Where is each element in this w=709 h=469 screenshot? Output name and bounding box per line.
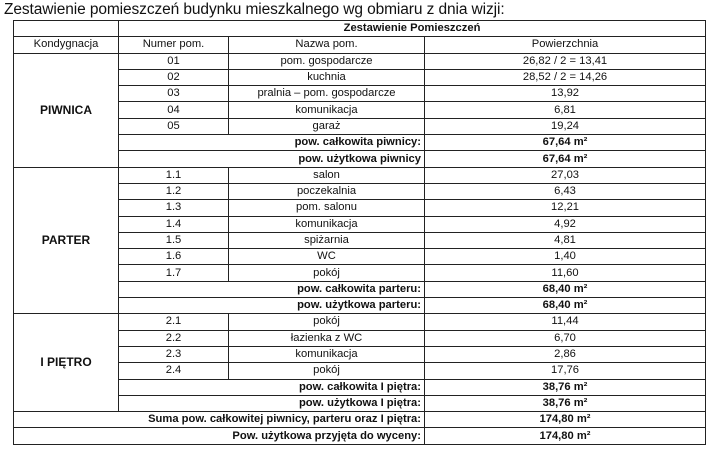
room-name: WC (229, 249, 425, 265)
room-area: 6,70 (425, 330, 706, 346)
room-number: 1.6 (119, 249, 229, 265)
rooms-table-body (14, 21, 706, 445)
room-area: 6,43 (425, 183, 706, 199)
document-title: Zestawienie pomieszczeń budynku mieszkalnego wg obmiaru z dnia wizji: (4, 1, 505, 18)
grand-total-value: 174,80 m² (425, 428, 706, 444)
header-empty-cell (14, 21, 119, 37)
room-name: pokój (229, 363, 425, 379)
room-area: 26,82 / 2 = 13,41 (425, 53, 706, 69)
room-name: poczekalnia (229, 183, 425, 199)
room-name: łazienka z WC (229, 330, 425, 346)
room-number: 05 (119, 118, 229, 134)
room-name: garaż (229, 118, 425, 134)
room-area: 12,21 (425, 200, 706, 216)
grand-total-row (14, 412, 706, 428)
column-header-powierzchnia: Powierzchnia (425, 37, 706, 53)
table-main-header: Zestawienie Pomieszczeń (119, 21, 706, 37)
room-number: 2.3 (119, 346, 229, 362)
floor-total-value: 38,76 m² (425, 395, 706, 411)
column-header-nazwa: Nazwa pom. (229, 37, 425, 53)
room-number: 1.3 (119, 200, 229, 216)
room-name: pralnia – pom. gospodarcze (229, 86, 425, 102)
room-name: komunikacja (229, 346, 425, 362)
floor-total-label: pow. użytkowa I piętra: (119, 395, 425, 411)
table-row (14, 314, 706, 330)
room-name: pom. salonu (229, 200, 425, 216)
room-name: spiżarnia (229, 232, 425, 248)
floor-total-value: 38,76 m² (425, 379, 706, 395)
floor-label: PARTER (14, 167, 119, 314)
table-column-header-row (14, 37, 706, 53)
column-header-numer: Numer pom. (119, 37, 229, 53)
room-number: 1.2 (119, 183, 229, 199)
grand-total-value: 174,80 m² (425, 412, 706, 428)
room-number: 02 (119, 69, 229, 85)
room-area: 28,52 / 2 = 14,26 (425, 69, 706, 85)
table-row (14, 167, 706, 183)
room-area: 1,40 (425, 249, 706, 265)
floor-total-value: 67,64 m² (425, 135, 706, 151)
floor-total-label: pow. użytkowa piwnicy (119, 151, 425, 167)
floor-total-label: pow. całkowita piwnicy: (119, 135, 425, 151)
room-area: 2,86 (425, 346, 706, 362)
room-number: 1.5 (119, 232, 229, 248)
table-row (14, 53, 706, 69)
floor-label: I PIĘTRO (14, 314, 119, 412)
room-name: komunikacja (229, 216, 425, 232)
room-area: 4,81 (425, 232, 706, 248)
floor-total-value: 68,40 m² (425, 281, 706, 297)
room-area: 11,44 (425, 314, 706, 330)
room-area: 17,76 (425, 363, 706, 379)
floor-total-label: pow. całkowita parteru: (119, 281, 425, 297)
floor-total-value: 67,64 m² (425, 151, 706, 167)
table-main-header-row (14, 21, 706, 37)
room-area: 13,92 (425, 86, 706, 102)
room-number: 2.1 (119, 314, 229, 330)
room-area: 4,92 (425, 216, 706, 232)
room-number: 2.2 (119, 330, 229, 346)
room-number: 1.4 (119, 216, 229, 232)
room-number: 1.1 (119, 167, 229, 183)
room-name: kuchnia (229, 69, 425, 85)
floor-total-label: pow. całkowita I piętra: (119, 379, 425, 395)
grand-total-label: Suma pow. całkowitej piwnicy, parteru oraz I piętra: (14, 412, 425, 428)
rooms-table (13, 20, 706, 445)
room-number: 1.7 (119, 265, 229, 281)
room-name: pom. gospodarcze (229, 53, 425, 69)
room-area: 11,60 (425, 265, 706, 281)
floor-total-value: 68,40 m² (425, 298, 706, 314)
grand-total-row (14, 428, 706, 444)
room-area: 19,24 (425, 118, 706, 134)
room-number: 2.4 (119, 363, 229, 379)
room-number: 03 (119, 86, 229, 102)
grand-total-label: Pow. użytkowa przyjęta do wyceny: (14, 428, 425, 444)
column-header-kondygnacja: Kondygnacja (14, 37, 119, 53)
room-name: pokój (229, 314, 425, 330)
room-number: 04 (119, 102, 229, 118)
room-name: komunikacja (229, 102, 425, 118)
room-name: salon (229, 167, 425, 183)
floor-label: PIWNICA (14, 53, 119, 167)
room-name: pokój (229, 265, 425, 281)
room-area: 6,81 (425, 102, 706, 118)
room-number: 01 (119, 53, 229, 69)
floor-total-label: pow. użytkowa parteru: (119, 298, 425, 314)
room-area: 27,03 (425, 167, 706, 183)
